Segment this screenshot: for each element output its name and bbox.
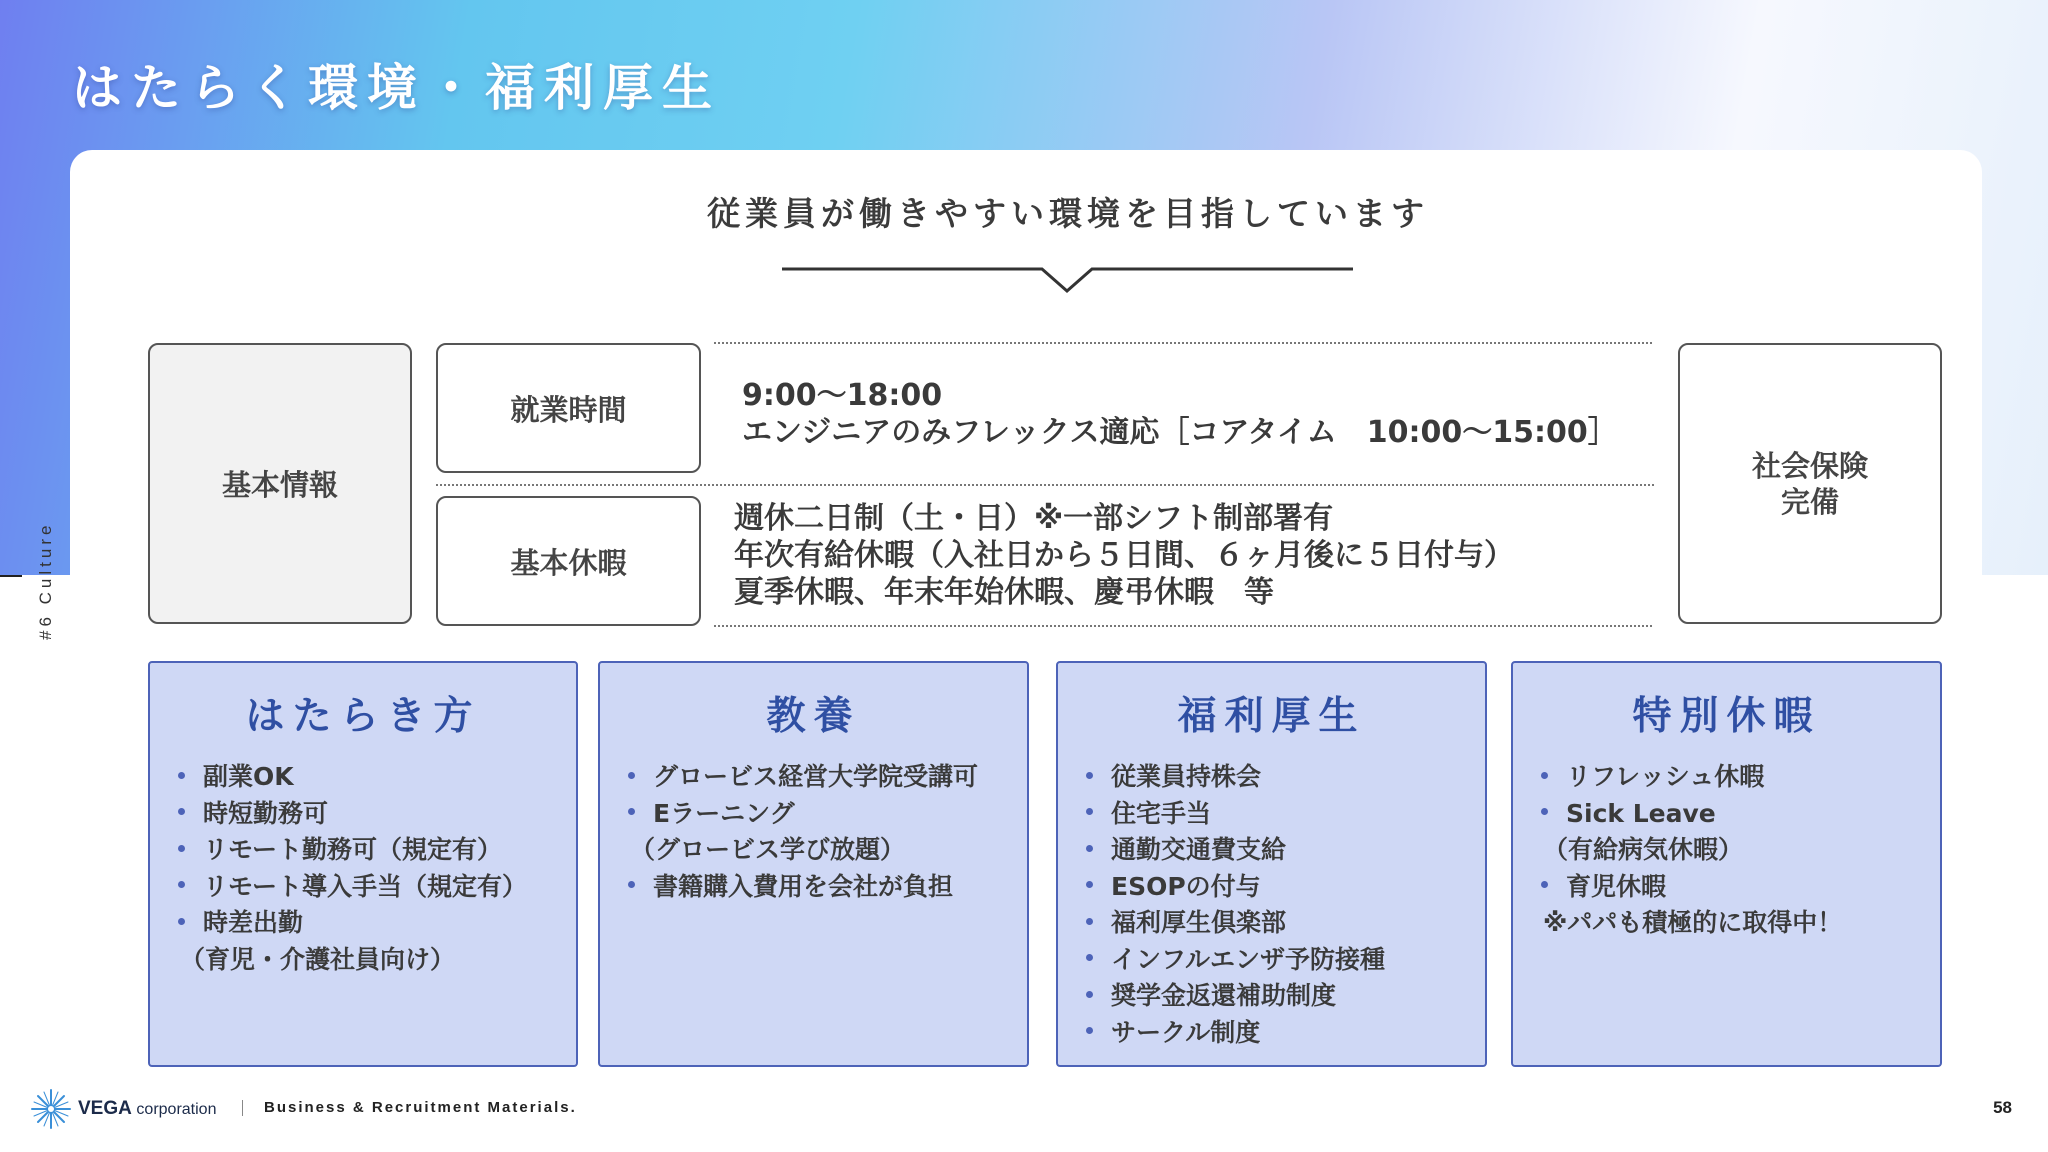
divider bbox=[714, 625, 1652, 627]
bullet-icon bbox=[1086, 991, 1093, 998]
holidays-label: 基本休暇 bbox=[510, 545, 627, 580]
subtitle: 従業員が働きやすい環境を目指しています bbox=[707, 194, 1429, 233]
bullet-icon bbox=[1541, 772, 1548, 779]
social-insurance-box bbox=[1678, 343, 1942, 624]
page-number: 58 bbox=[1993, 1098, 2012, 1117]
list-item: 住宅手当 bbox=[1086, 796, 1385, 833]
list-item: 書籍購入費用を会社が負担 bbox=[628, 869, 978, 906]
work-hours-label: 就業時間 bbox=[510, 392, 627, 427]
bullet-icon bbox=[1541, 808, 1548, 815]
list-item-note: （有給病気休暇） bbox=[1543, 835, 1744, 864]
bullet-icon bbox=[178, 918, 185, 925]
basic-info-box bbox=[148, 343, 412, 624]
footer-separator bbox=[242, 1100, 243, 1116]
bullet-icon bbox=[1086, 808, 1093, 815]
bullet-icon bbox=[178, 772, 185, 779]
list-item: リフレッシュ休暇 bbox=[1541, 759, 1842, 796]
bullet-icon bbox=[178, 881, 185, 888]
bullet-icon bbox=[628, 881, 635, 888]
panel-list bbox=[1086, 759, 1385, 1051]
bullet-icon bbox=[1086, 954, 1093, 961]
list-item: インフルエンザ予防接種 bbox=[1086, 942, 1385, 979]
list-item: 通勤交通費支給 bbox=[1086, 832, 1385, 869]
brand-name: VEGA corporation bbox=[78, 1098, 217, 1119]
list-item: 福利厚生倶楽部 bbox=[1086, 905, 1385, 942]
panel-education bbox=[598, 661, 1029, 1067]
holidays-line: 夏季休暇、年末年始休暇、慶弔休暇 等 bbox=[734, 575, 1274, 610]
bullet-icon bbox=[178, 845, 185, 852]
social-insurance-line: 完備 bbox=[1780, 484, 1839, 519]
list-item: ESOPの付与 bbox=[1086, 869, 1385, 906]
panel-title: はたらき方 bbox=[245, 694, 481, 739]
bullet-icon bbox=[628, 808, 635, 815]
list-item: Sick Leave bbox=[1541, 796, 1842, 833]
list-item-note: （育児・介護社員向け） bbox=[180, 944, 456, 974]
panel-title: 福利厚生 bbox=[1177, 694, 1366, 739]
bullet-icon bbox=[628, 772, 635, 779]
list-item: サークル制度 bbox=[1086, 1015, 1385, 1052]
work-hours-box bbox=[436, 343, 701, 473]
panel-benefits bbox=[1056, 661, 1487, 1067]
list-item-note: ※パパも積極的に取得中！ bbox=[1543, 908, 1843, 937]
section-label-text: #6 Culture bbox=[36, 521, 55, 640]
list-item: 育児休暇 bbox=[1541, 869, 1842, 906]
list-item: 副業OK bbox=[178, 759, 527, 796]
list-item: リモート導入手当（規定有） bbox=[178, 869, 527, 906]
bullet-icon bbox=[1086, 881, 1093, 888]
bullet-icon bbox=[1086, 772, 1093, 779]
list-item-note: （グロービス学び放題） bbox=[630, 835, 906, 864]
panel-list bbox=[628, 759, 978, 905]
work-hours-detail bbox=[742, 377, 1618, 451]
panel-work-style bbox=[148, 661, 578, 1067]
work-hours-line: エンジニアのみフレックス適応［コアタイム 10:00〜15:00］ bbox=[742, 415, 1618, 450]
footer-tagline: Business & Recruitment Materials. bbox=[264, 1099, 577, 1116]
divider bbox=[436, 484, 1654, 486]
divider bbox=[714, 342, 1652, 344]
company-logo bbox=[30, 1088, 216, 1130]
list-item: リモート勤務可（規定有） bbox=[178, 832, 527, 869]
panel-special-leave bbox=[1511, 661, 1942, 1067]
panel-list bbox=[1541, 759, 1842, 942]
list-item: 従業員持株会 bbox=[1086, 759, 1385, 796]
bullet-icon bbox=[1086, 1027, 1093, 1034]
panel-title: 教養 bbox=[766, 694, 861, 739]
star-burst-icon bbox=[30, 1088, 72, 1130]
holidays-line: 週休二日制（土・日）※一部シフト制部署有 bbox=[734, 501, 1334, 536]
list-item: Eラーニング bbox=[628, 796, 978, 833]
chevron-divider-icon bbox=[780, 255, 1355, 295]
section-label bbox=[26, 500, 62, 650]
list-item: 時差出勤 bbox=[178, 905, 527, 942]
work-hours-line: 9:00〜18:00 bbox=[742, 378, 943, 413]
list-item: 奨学金返還補助制度 bbox=[1086, 978, 1385, 1015]
list-item: 時短勤務可 bbox=[178, 796, 527, 833]
bullet-icon bbox=[1541, 881, 1548, 888]
basic-info-label: 基本情報 bbox=[221, 468, 338, 502]
bullet-icon bbox=[1086, 845, 1093, 852]
page-title: はたらく環境・福利厚生 bbox=[72, 59, 721, 117]
holidays-line: 年次有給休暇（入社日から５日間、６ヶ月後に５日付与） bbox=[734, 538, 1514, 573]
holidays-box bbox=[436, 496, 701, 626]
panel-title: 特別休暇 bbox=[1632, 694, 1821, 739]
bullet-icon bbox=[178, 808, 185, 815]
section-marker bbox=[0, 575, 22, 577]
panel-list bbox=[178, 759, 527, 978]
social-insurance-line: 社会保険 bbox=[1751, 448, 1868, 483]
bullet-icon bbox=[1086, 918, 1093, 925]
holidays-detail bbox=[734, 500, 1514, 611]
list-item: グロービス経営大学院受講可 bbox=[628, 759, 978, 796]
